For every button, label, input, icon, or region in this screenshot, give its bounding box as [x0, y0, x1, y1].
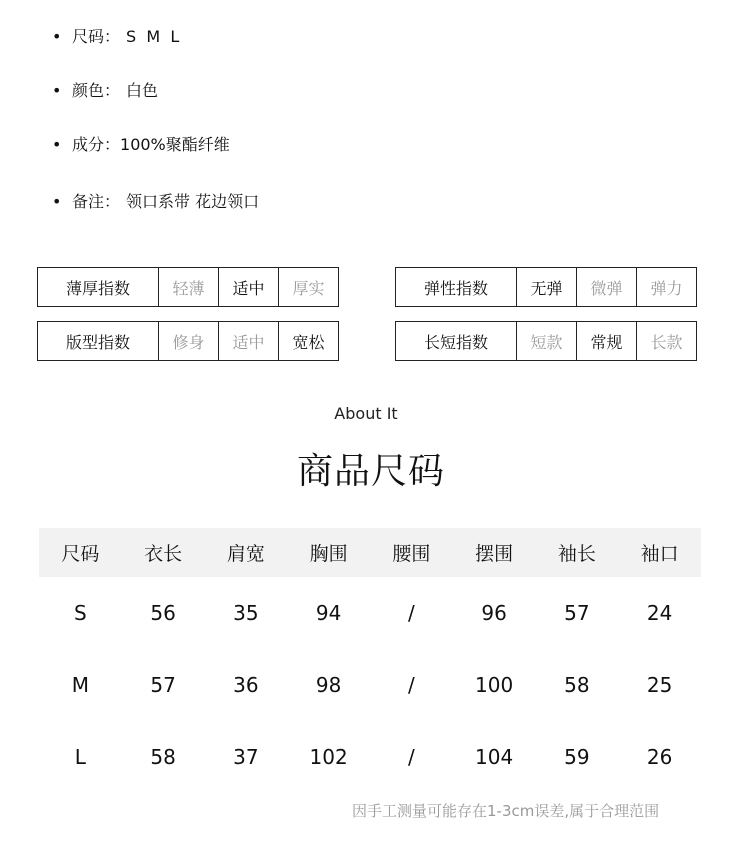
header-cell: 袖长: [557, 543, 596, 565]
header-cell: 袖口: [640, 543, 679, 565]
table-cell: /: [408, 601, 415, 625]
thickness-label: 薄厚指数: [38, 268, 159, 307]
attr-option: 弹力: [637, 268, 697, 307]
table-cell: 36: [233, 673, 259, 697]
bullet-icon: •: [52, 135, 62, 154]
table-cell: 58: [564, 673, 590, 697]
spec-label: 备注：: [72, 192, 121, 211]
attr-option: 微弹: [577, 268, 637, 307]
elasticity-label: 弹性指数: [396, 268, 517, 307]
header-cell: 胸围: [309, 543, 348, 565]
header-cell: 衣长: [144, 543, 183, 565]
header-cell: 尺码: [61, 543, 100, 565]
table-cell: S: [74, 601, 87, 625]
table-cell: 26: [646, 745, 673, 769]
size-table: [39, 528, 701, 793]
attr-option: 无弹: [517, 268, 577, 307]
table-cell: 24: [646, 601, 673, 625]
table-cell: 59: [564, 745, 590, 769]
fit-index: [37, 321, 339, 361]
about-heading: About It: [334, 404, 398, 423]
attr-option: 长款: [637, 322, 697, 361]
header-cell: 腰围: [392, 543, 431, 565]
attr-option: 短款: [517, 322, 577, 361]
spec-size: [52, 27, 179, 47]
table-cell: 57: [150, 673, 176, 697]
attr-option: 修身: [159, 322, 219, 361]
spec-value: 领口系带 花边领口: [126, 192, 260, 211]
attr-option: 常规: [577, 322, 637, 361]
table-cell: L: [74, 745, 86, 769]
attr-option: 宽松: [279, 322, 339, 361]
spec-label: 颜色：: [72, 81, 121, 100]
table-cell: 94: [315, 601, 342, 625]
attr-option: 轻薄: [159, 268, 219, 307]
table-row: [39, 721, 701, 793]
table-cell: /: [408, 745, 415, 769]
table-cell: 104: [475, 745, 514, 769]
table-cell: 100: [475, 673, 514, 697]
spec-value: 白色: [126, 81, 159, 100]
attr-option: 厚实: [279, 268, 339, 307]
table-cell: 35: [233, 601, 259, 625]
table-cell: M: [71, 673, 89, 697]
attr-option: 适中: [219, 322, 279, 361]
header-cell: 肩宽: [226, 543, 265, 565]
spec-label: 成分：: [72, 135, 121, 154]
size-table-header: [39, 528, 701, 577]
spec-remark: [52, 192, 259, 212]
table-row: [39, 649, 701, 721]
table-cell: 56: [150, 601, 176, 625]
measurement-note: 因手工测量可能存在1-3cm误差,属于合理范围: [352, 802, 660, 820]
spec-value: 100%聚酯纤维: [120, 135, 230, 154]
bullet-icon: •: [52, 81, 62, 100]
spec-value: S M L: [126, 27, 180, 46]
length-label: 长短指数: [396, 322, 517, 361]
thickness-index: [37, 267, 339, 307]
spec-color: [52, 81, 158, 101]
header-cell: 摆围: [475, 543, 514, 565]
elasticity-index: [395, 267, 697, 307]
spec-label: 尺码：: [72, 27, 121, 46]
length-index: [395, 321, 697, 361]
bullet-icon: •: [52, 192, 62, 211]
bullet-icon: •: [52, 27, 62, 46]
table-cell: /: [408, 673, 415, 697]
table-cell: 37: [233, 745, 259, 769]
spec-material: [52, 135, 230, 155]
attr-option: 适中: [219, 268, 279, 307]
table-cell: 102: [309, 745, 348, 769]
table-cell: 96: [481, 601, 507, 625]
size-chart-title: 商品尺码: [296, 451, 445, 492]
table-cell: 98: [315, 673, 342, 697]
table-cell: 57: [564, 601, 590, 625]
fit-label: 版型指数: [38, 322, 159, 361]
table-row: [39, 577, 701, 649]
table-cell: 58: [150, 745, 176, 769]
table-cell: 25: [646, 673, 673, 697]
